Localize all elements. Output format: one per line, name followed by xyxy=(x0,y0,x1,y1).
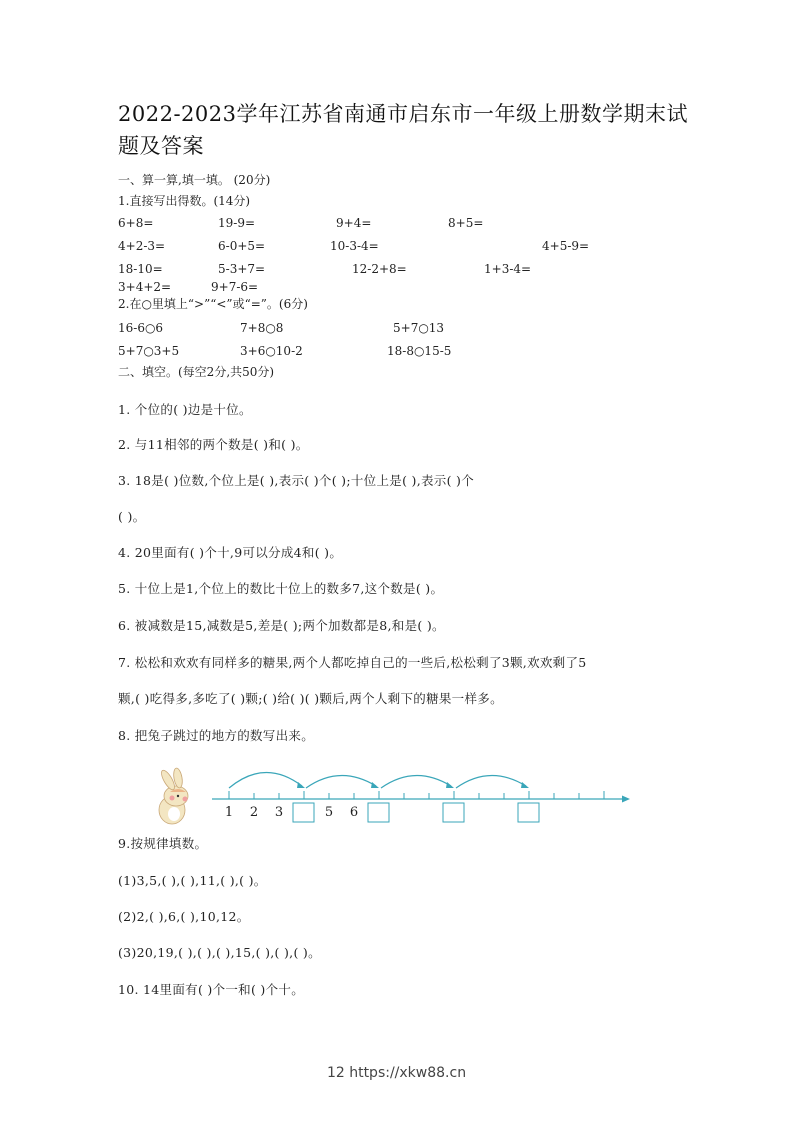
fill-question-10: 10. 14里面有( )个一和( )个十。 xyxy=(118,982,305,997)
calc-item: 18-10= xyxy=(118,262,163,276)
rabbit-icon xyxy=(159,767,188,824)
calc-item: 8+5= xyxy=(448,216,484,230)
compare-item: 5+7○13 xyxy=(393,321,445,335)
fill-question-1: 1. 个位的( )边是十位。 xyxy=(118,402,252,417)
fill-question-7-cont: 颗,( )吃得多,多吃了( )颗;( )给( )( )颗后,两个人剩下的糖果一样多。 xyxy=(118,691,503,706)
calc-item: 10-3-4= xyxy=(330,239,379,253)
fill-question-6: 6. 被减数是15,减数是5,差是( );两个加数都是8,和是( )。 xyxy=(118,618,445,633)
compare-item: 18-8○15-5 xyxy=(387,344,452,358)
page-footer: 12 https://xkw88.cn xyxy=(326,1065,467,1081)
fill-question-5: 5. 十位上是1,个位上的数比十位上的数多7,这个数是( )。 xyxy=(118,581,444,596)
section2-heading: 二、填空。(每空2分,共50分) xyxy=(118,365,275,379)
calc-item: 3+4+2= xyxy=(118,280,172,294)
fill-question-8: 8. 把兔子跳过的地方的数写出来。 xyxy=(118,728,315,743)
fill-question-2: 2. 与11相邻的两个数是( )和( )。 xyxy=(118,437,309,452)
calc-item: 4+5-9= xyxy=(542,239,590,253)
title-line-1: 2022-2023学年江苏省南通市启东市一年级上册数学期末试 xyxy=(118,102,688,126)
fill-question-4: 4. 20里面有( )个十,9可以分成4和( )。 xyxy=(118,545,343,560)
document-title xyxy=(118,98,688,162)
calc-item: 1+3-4= xyxy=(484,262,532,276)
compare-item: 16-6○6 xyxy=(118,321,164,335)
calc-item: 4+2-3= xyxy=(118,239,166,253)
compare-item: 7+8○8 xyxy=(240,321,284,335)
calc-item: 19-9= xyxy=(218,216,256,230)
fill-question-9-item-1: (1)3,5,( ),( ),11,( ),( )。 xyxy=(118,873,267,888)
fill-question-9-item-3: (3)20,19,( ),( ),( ),15,( ),( ),( )。 xyxy=(118,945,321,960)
axis-label: 3 xyxy=(274,805,284,820)
fill-question-9-heading: 9.按规律填数。 xyxy=(118,836,208,851)
part1-heading: 1.直接写出得数。(14分) xyxy=(118,194,251,208)
axis-label: 1 xyxy=(224,805,234,820)
calc-item: 5-3+7= xyxy=(218,262,266,276)
axis-label: 2 xyxy=(249,805,259,820)
axis-label: 5 xyxy=(324,805,334,820)
fill-question-9-item-2: (2)2,( ),6,( ),10,12。 xyxy=(118,909,250,924)
calc-item: 12-2+8= xyxy=(352,262,407,276)
calc-item: 9+4= xyxy=(336,216,372,230)
calc-item: 6+8= xyxy=(118,216,154,230)
number-line-figure xyxy=(150,762,650,832)
fill-question-7: 7. 松松和欢欢有同样多的糖果,两个人都吃掉自己的一些后,松松剩了3颗,欢欢剩了5 xyxy=(118,655,587,670)
section1-heading: 一、算一算,填一填。 (20分) xyxy=(118,173,271,187)
calc-item: 6-0+5= xyxy=(218,239,266,253)
fill-question-3-cont: ( )。 xyxy=(118,509,146,524)
fill-question-3: 3. 18是( )位数,个位上是( ),表示( )个( );十位上是( ),表示( )个 xyxy=(118,473,474,488)
compare-item: 5+7○3+5 xyxy=(118,344,180,358)
compare-item: 3+6○10-2 xyxy=(240,344,303,358)
part2-heading: 2.在○里填上“>”“<”或“=”。(6分) xyxy=(118,297,308,311)
calc-item: 9+7-6= xyxy=(211,280,259,294)
axis-label: 6 xyxy=(349,805,359,820)
title-line-2: 题及答案 xyxy=(118,134,204,158)
